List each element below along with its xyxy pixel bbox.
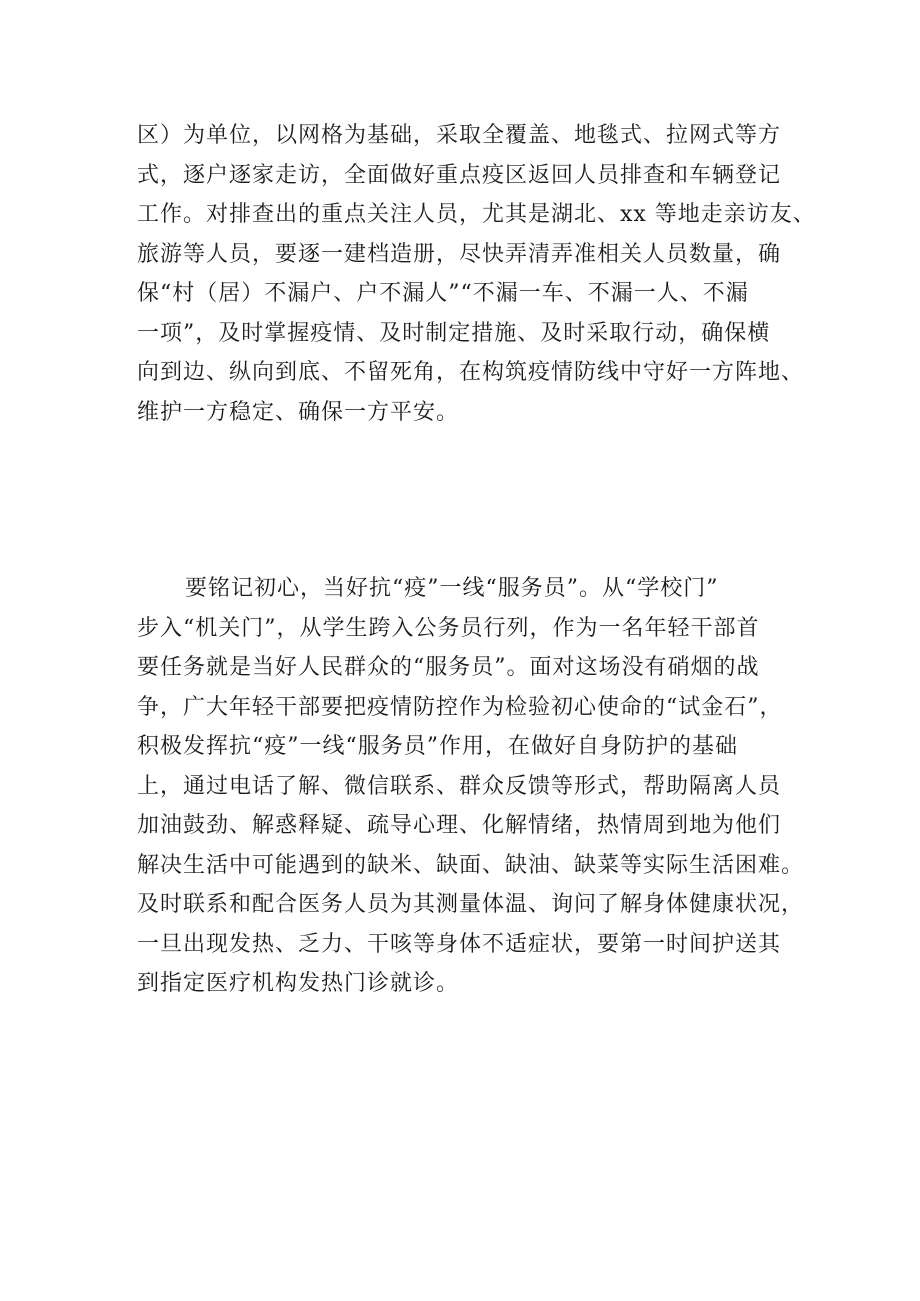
text-line: 维护一方稳定、确保一方平安。 [137, 399, 460, 425]
text-line: 加油鼓劲、解惑释疑、疏导心理、化解情绪，热情周到地为他们 [137, 813, 782, 838]
text-line: 工作。对排查出的重点关注人员，尤其是湖北、xx 等地走亲访友、 [137, 202, 816, 227]
text-line: 要任务就是当好人民群众的“服务员”。面对这场没有硝烟的战 [137, 655, 760, 680]
text-line: 式，逐户逐家走访，全面做好重点疫区返回人员排查和车辆登记 [137, 162, 782, 188]
paragraph-continuation [137, 116, 817, 432]
text-line: 保“村（居）不漏户、户不漏人”“不漏一车、不漏一人、不漏 [137, 281, 749, 306]
text-line: 积极发挥抗“疫”一线“服务员”作用，在做好自身防护的基础 [137, 734, 738, 759]
text-line: 到指定医疗机构发热门诊就诊。 [137, 971, 460, 996]
paragraph-serve-people [137, 569, 817, 1004]
text-line: 解决生活中可能遇到的缺米、缺面、缺油、缺菜等实际生活困难。 [137, 852, 805, 878]
text-line: 向到边、纵向到底、不留死角，在构筑疫情防线中守好一方阵地、 [137, 360, 805, 385]
text-line: 区）为单位，以网格为基础，采取全覆盖、地毯式、拉网式等方 [137, 123, 782, 148]
text-line: 上，通过电话了解、微信联系、群众反馈等形式，帮助隔离人员 [137, 773, 782, 799]
text-line: 旅游等人员，要逐一建档造册，尽快弄清弄准相关人员数量，确 [137, 241, 782, 267]
text-line-first-indented: 要铭记初心，当好抗“疫”一线“服务员”。从“学校门” [185, 576, 719, 601]
text-line: 步入“机关门”，从学生跨入公务员行列，作为一名年轻干部首 [137, 615, 760, 641]
text-line: 一项”，及时掌握疫情、及时制定措施、及时采取行动，确保横 [137, 320, 771, 346]
text-line: 及时联系和配合医务人员为其测量体温、询问了解身体健康状况， [137, 892, 805, 917]
text-line: 争，广大年轻干部要把疫情防控作为检验初心使命的“试金石”， [137, 694, 783, 720]
text-line: 一旦出现发热、乏力、干咳等身体不适症状，要第一时间护送其 [137, 931, 782, 957]
